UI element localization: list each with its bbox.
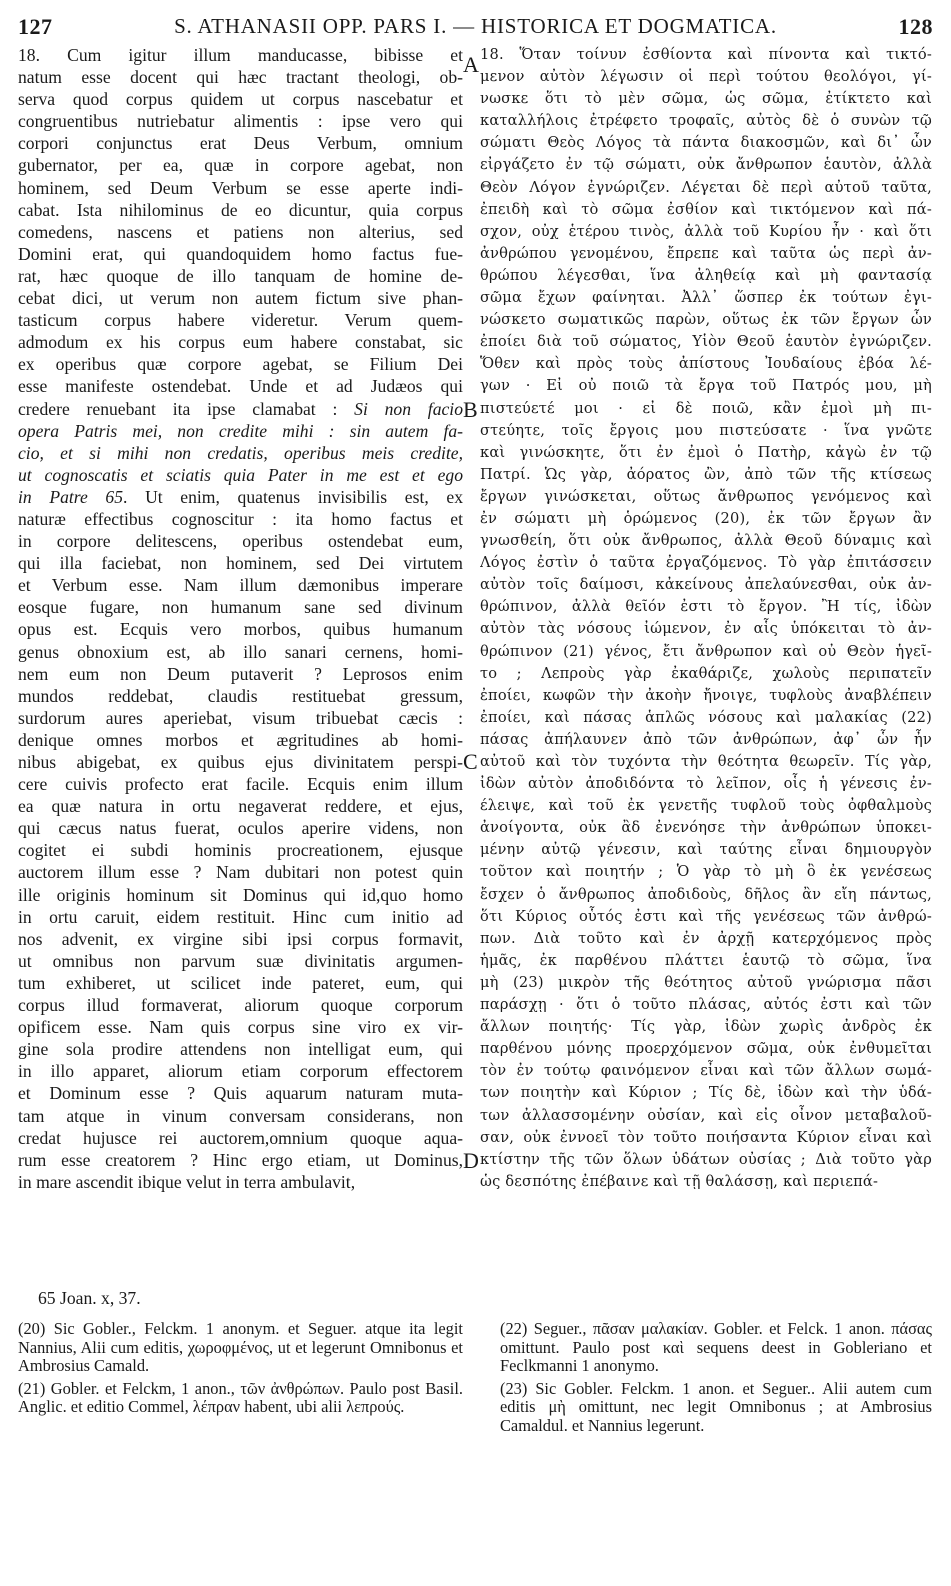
latin-text-line: tam atque in vinum conversam considerans, non <box>18 1105 463 1126</box>
latin-text-line: cebat dici, ut verum non autem fictum sive phan- <box>18 288 463 309</box>
latin-text-line: credere renuebant ita ipse clamabat : Si non facio <box>18 398 463 419</box>
latin-text-line: rum esse creatorem ? Hinc ergo etiam, ut Dominus, <box>18 1149 463 1170</box>
greek-text-line: γνωσθείη, ὅτι οὐκ ἄνθρωπος, ἀλλὰ Θεοῦ δύναμις καὶ <box>480 532 932 550</box>
greek-text-line: μένην αὐτῷ γένεσιν, καὶ ταύτης εἶναι δημιουργὸν <box>480 841 932 859</box>
greek-text-line: ἐν σώματι μὴ ὁρώμενος (20), ἐκ τῶν ἔργων ἂν <box>480 509 932 527</box>
latin-text-line: ut omnibus non parvum suæ divinitatis argumen- <box>18 950 463 971</box>
latin-text-line: cio, et si mihi non credatis, operibus meis credite, <box>18 442 463 463</box>
latin-text-line: cogitet ei subdi hominis procreationem, ejusque <box>18 840 463 861</box>
greek-text-line: ὅτι Κύριος οὗτός ἐστι καὶ τῆς γενέσεως τῶν ἀνθρώ- <box>480 907 932 925</box>
greek-text-line: παράσχῃ · ὅτι ὁ τοῦτο πλάσας, αὐτός ἐστι καὶ τῶν <box>480 996 932 1014</box>
greek-text-line: ὡς δεσπότης ἐπέβαινε καὶ τῇ θαλάσσῃ, καὶ περιεπά- <box>480 1172 879 1190</box>
latin-text-line: comedens, nascens et patiens non alterius, sed <box>18 221 463 242</box>
greek-text-line: ἰδὼν αὐτὸν ἀποδιδόντα τὸ λεῖπον, οἷς ἡ γένεσις ἐν- <box>480 775 932 793</box>
latin-text-line: auctorem illum esse ? Nam dubitari non potest quin <box>18 862 463 883</box>
latin-text-line: in corpore delitescens, operibus ostendebat eum, <box>18 531 463 552</box>
greek-text-line: εἰργάζετο ἐν τῷ σώματι, οὐκ ἄνθρωπον ἑαυτὸν, ἀλλὰ <box>480 156 932 174</box>
latin-text-line: surdorum aures aperiebat, visum tribuebat cæcis : <box>18 707 463 728</box>
latin-text-line: corpori conjunctus erat Deus Verbum, omnium <box>18 133 463 154</box>
latin-text-line: natum esse docent qui hæc tractant theologi, ob- <box>18 67 463 88</box>
greek-text-line: τὸν ἐν τούτῳ φαινόμενον εἶναι καὶ τῶν ἄλλων σωμά- <box>480 1062 932 1080</box>
latin-text-line: corpus illud formaverat, aliorum quoque corporum <box>18 995 463 1016</box>
latin-text-line: nos advenit, ex virgine sibi ipsi corpus formavit, <box>18 928 463 949</box>
greek-text-line: αὐτὸν τὰς νόσους ἰώμενον, ἐν αἷς ὑπόκειται τὸ ἀν- <box>480 620 932 638</box>
greek-text-line: ἐποίει διὰ τοῦ σώματος, Υἱὸν Θεοῦ ἑαυτὸν ἐγνώριζεν. <box>480 333 932 351</box>
latin-text-line: ea quæ natura in ortu negaverat reddere, et ejus, <box>18 796 463 817</box>
running-title: S. ATHANASII OPP. PARS I. — HISTORICA ET DOGMATICA. <box>174 14 777 38</box>
latin-text-line: qui illa faciebat, non hominem, sed Dei virtutem <box>18 553 463 574</box>
page-number-left: 127 <box>18 14 53 39</box>
greek-text-line: μὴ (23) μικρὸν τῆς θεότητος αὐτοῦ γνώρισμα πᾶσι <box>480 973 932 991</box>
latin-text-line: nibus abigebat, ex quibus ejus divinitatem perspi- <box>18 752 463 772</box>
greek-text-line: πων. Διὰ τοῦτο καὶ ἐν ἀρχῇ κατερχόμενος πρὸς <box>480 929 932 947</box>
greek-text-line: 18. Ὅταν τοίνυν ἐσθίοντα καὶ πίνοντα καὶ τικτό- <box>480 46 932 63</box>
latin-text-line: et Dominum esse ? Quis aquarum naturam muta- <box>18 1083 463 1104</box>
latin-text-line: hominem, sed Deum Verbum se esse aperte indi- <box>18 177 463 198</box>
latin-text-line: denique omnes morbos et ægritudines ab homi- <box>18 729 463 750</box>
footnote: (22) Seguer., πᾶσαν μαλακίαν. Gobler. et Felck. 1 anon. πάσας omittunt. Paulo post καὶ sequens deest in Gobleriano et Feclkmanni 1 anonymo. <box>500 1319 932 1375</box>
greek-text-line: τοῦτον καὶ ποιητήν ; Ὁ γὰρ τὸ μὴ ὃ ἐκ γενέσεως <box>480 863 932 881</box>
greek-text-line: ἔσχεν ὁ ἄνθρωπος ἀποδιδοὺς, δῆλος ἂν εἴη πάντως, <box>480 885 932 903</box>
greek-text-line: των ἀλλασσομένην οὐσίαν, καὶ εἰς οἶνον μεταβαλοῦ- <box>480 1106 932 1124</box>
greek-text-line: Λόγος ἐστὶν ὁ ταῦτα ἐργαζόμενος. Τὸ γὰρ ἐπιτάσσειν <box>480 554 932 572</box>
footnote: (21) Gobler. et Felckm, 1 anon., τῶν ἀνθρώπων. Paulo post Basil. Anglic. et editio Commel, λέπραν habent, ubi alii λεπρούς. <box>18 1378 463 1416</box>
latin-text-line: gubernator, per ea, quæ in corpore agebat, non <box>18 155 463 176</box>
quotation-italic: in Patre 65 <box>18 486 124 507</box>
greek-text-line: ἔργων γινώσκεται, οὕτως ἄνθρωπος γενόμενος καὶ <box>480 487 932 505</box>
latin-text-line: in ortu caruit, eidem restituit. Hinc cum initio ad <box>18 906 463 927</box>
greek-text-line: ἐποίει, καὶ πάσας ἁπλῶς νόσους καὶ μαλακίας (22) <box>480 708 932 726</box>
greek-text-line: σχον, οὐχ ἑτέρου τινὸς, ἀλλὰ τοῦ Κυρίου ἦν · καὶ ὅτι <box>480 222 932 240</box>
latin-text-line: in illo apparet, aliorum etiam corporum effectorem <box>18 1061 463 1082</box>
greek-text-line: ἄλλων ποιητής· Τίς γὰρ, ἰδὼν χωρὶς ἀνδρὸς ἐκ <box>480 1018 932 1036</box>
greek-text-line: θρώπου λέγεσθαι, ἵνα ἀληθείᾳ καὶ μὴ φαντασίᾳ <box>480 266 932 284</box>
latin-text-line: gine sola prodire attendens non intelligat eum, qui <box>18 1039 463 1060</box>
latin-column <box>18 44 463 1193</box>
greek-text-line: σῶμα ἔχων φαίνηται. Ἀλλ᾽ ὥσπερ ἐκ τούτων ἐγι- <box>480 289 932 307</box>
footnote-65: 65 Joan. x, 37. <box>38 1288 141 1308</box>
greek-text-line: μενον αὐτὸν λέγωσιν οἱ περὶ τούτου θεολόγοι, γί- <box>480 68 932 86</box>
latin-text-line: in mare ascendit ibique velut in terra ambulavit, <box>18 1171 356 1192</box>
greek-text-line: παρθένου μόνης προερχόμενον σῶμα, οὐκ ἐνθυμεῖται <box>480 1040 932 1058</box>
greek-text-line: στεύητε, τοῖς ἔργοις μου πιστεύσατε · ἵνα γνῶτε <box>480 421 932 439</box>
greek-text-line: θρώπινον, ἀλλὰ θεῖόν ἐστι τὸ ἔργον. Ἢ τίς, ἰδὼν <box>480 598 932 616</box>
greek-text-line: πάσας ἀπήλαυνεν ἀπὸ τῶν ἀνθρώπων, ἀφ᾽ ὧν ἦν <box>480 730 932 748</box>
greek-text-line: θρώπινον (21) γένος, ἔτι ἄνθρωπον καὶ οὐ Θεὸν ἡγεῖ- <box>480 642 932 660</box>
running-header <box>18 14 933 44</box>
greek-column <box>480 44 932 1193</box>
greek-text-line: καὶ γινώσκητε, ὅτι ἐν ἐμοὶ ὁ Πατὴρ, κἀγὼ ἐν τῷ <box>480 443 932 461</box>
greek-text-line: αὐτὸν τοῖς δαίμοσι, κἀκείνους ἀπελαύνεσθαι, οὐκ ἀν- <box>480 576 932 594</box>
latin-text-line: eosque fugare, non humanum sane sed divinum <box>18 597 463 618</box>
latin-text-line: in Patre 65. Ut enim, quatenus invisibilis est, ex <box>18 486 463 507</box>
greek-text-line: ἀνοίγοντα, οὐκ ἂδ ἐνενόησε τὴν ἀνθρώπων ὑποκει- <box>480 819 932 837</box>
greek-text-line: Ὅθεν καὶ πρὸς τοὺς ἀπίστους Ἰουδαίους ἐβόα λέ- <box>480 355 932 373</box>
latin-text-line: tum exhiberet, ut scilicet inde pateret, eum, qui <box>18 972 463 993</box>
quotation-italic: Si non facio <box>354 398 463 419</box>
greek-text-line: ἐποίει, κωφῶν τὴν ἀκοὴν ἤνοιγε, τυφλοὺς ἀναβλέπειν <box>480 686 932 704</box>
greek-text-line: Πατρί. Ὡς γὰρ, ἀόρατος ὢν, ἀπὸ τῶν τῆς κτίσεως <box>480 465 932 483</box>
latin-text-line: cere cuivis profecto erat facile. Ecquis enim illum <box>18 774 463 795</box>
latin-text-line: naturæ effectibus cognoscitur : ita homo factus et <box>18 508 463 529</box>
latin-text-line: cabat. Ista nihilominus de eo dicuntur, quia corpus <box>18 199 463 220</box>
latin-text-line: 18. Cum igitur illum manducasse, bibisse et <box>18 45 463 65</box>
latin-text-line: qui cæcus natus fuerat, oculos aperire videns, non <box>18 818 463 839</box>
latin-text-line: opera Patris mei, non credite mihi : sin autem fa- <box>18 420 463 441</box>
latin-text-line: rat, hæc quoque de illo tanquam de homine de- <box>18 265 463 286</box>
latin-text-line: congruentibus nutriebatur alimentis : ipse vero qui <box>18 111 463 132</box>
latin-text-line: Domini erat, qui quandoquidem homo factus fue- <box>18 243 463 264</box>
greek-text-line: των ποιητὴν καὶ Κύριον ; Τίς δὲ, ἰδὼν καὶ τὴν ὑδά- <box>480 1084 932 1102</box>
footnote: (20) Sic Gobler., Felckm. 1 anonym. et Seguer. atque ita legit Nannius, Alii cum editis, χωροφμένος, ut et legerunt Omnibonus et Ambrosius Camald. <box>18 1319 463 1375</box>
greek-text-line: Θεὸν Λόγον ἐγνώριζεν. Λέγεται δὲ περὶ αὐτοῦ ταῦτα, <box>480 178 932 196</box>
latin-text-line: tasticum corpus habere videretur. Verum quem- <box>18 310 463 331</box>
greek-text-line: νωσκε ὅτι τὸ μὲν σῶμα, ὡς σῶμα, ἐτίκτετο καὶ <box>480 90 932 108</box>
margin-marker-a: A <box>463 52 479 77</box>
greek-text-line: σώματι Θεὸς Λόγος τὰ πάντα διακοσμῶν, καὶ δι᾽ ὧν <box>480 134 932 152</box>
latin-text-line: nem eum non Deum putaverit ? Leprosos enim <box>18 663 463 684</box>
latin-text-line: opificem esse. Nam quis corpus sine viro ex vir- <box>18 1017 463 1038</box>
latin-text-line: genus obnoxium est, ab illo sanari cernens, homi- <box>18 641 463 662</box>
footnotes-right <box>500 1320 932 1439</box>
page-number-right: 128 <box>898 14 933 39</box>
footnote: (23) Sic Gobler. Felckm. 1 anon. et Seguer.. Alii autem cum editis μὴ omittunt, nec legit Omnibonus ; at Ambrosius Camaldul. et Nannius legerunt. <box>500 1378 932 1435</box>
latin-text-line: ut cognoscatis et sciatis quia Pater in me est et ego <box>18 464 463 485</box>
greek-text-line: νώσκετο σωματικῶς παρὼν, οὕτως ἐκ τῶν ἔργων ὧν <box>480 311 932 329</box>
latin-text-line: admodum ex his corpus eum habere constabat, sic <box>18 332 463 353</box>
greek-text-line: κτίστην τῆς τῶν ὅλων ὑδάτων οὐσίας ; Διὰ τοῦτο γὰρ <box>480 1150 932 1168</box>
latin-text-line: mundos reddebat, claudis restituebat gressum, <box>18 685 463 706</box>
greek-text-line: γων · Εἰ οὐ ποιῶ τὰ ἔργα τοῦ Πατρός μου, μὴ <box>480 377 932 395</box>
greek-text-line: σαν, οὐκ ἐννοεῖ τὸν τοῦτο ποιήσαντα Κύριον εἶναι καὶ <box>480 1128 932 1146</box>
latin-text-line: ille originis hominum sit Dominus qui id,quo homo <box>18 884 463 905</box>
latin-text-line: esse manifeste ostendebat. Unde et ad Judæos qui <box>18 376 463 397</box>
greek-text-line: ἀνθρώπου γενομένου, ἔπρεπε καὶ ταῦτα ὡς περὶ ἀν- <box>480 244 932 262</box>
greek-text-line: πιστεύετέ μοι · εἰ δὲ ποιῶ, κἂν ἐμοὶ μὴ πι- <box>480 399 932 417</box>
greek-text-line: αὐτοῦ καὶ τὸν τυχόντα τὴν θεότητα θεωρεῖν. Τίς γὰρ, <box>480 753 932 770</box>
margin-marker-c: C <box>463 749 478 774</box>
greek-text-line: το ; Λεπροὺς γὰρ ἐκαθάριζε, χωλοὺς περιπατεῖν <box>480 664 932 682</box>
greek-text-line: καταλλήλοις ἐτρέφετο τροφαῖς, αὐτὸς δὲ ὁ συνὼν τῷ <box>480 112 932 130</box>
latin-text-line: serva quod corpus quidem ut corpus nascebatur et <box>18 89 463 110</box>
latin-text-line: et Verbum esse. Nam illum dæmonibus imperare <box>18 575 463 596</box>
latin-text-line: credat hujusce rei auctorem,omnium quoque aqua- <box>18 1127 463 1148</box>
latin-text-line: opus est. Ecquis vero morbos, quibus humanum <box>18 619 463 640</box>
margin-marker-d: D <box>463 1148 479 1173</box>
margin-marker-b: B <box>463 397 478 422</box>
latin-text-line: ex operibus quæ corpore agebat, se Filium Dei <box>18 354 463 375</box>
greek-text-line: ἐπειδὴ καὶ τὸ σῶμα ἐσθίον καὶ τικτόμενον καὶ πά- <box>480 200 932 218</box>
greek-text-line: έλειψε, καὶ τοῦ ἐκ γενετῆς τυφλοῦ τοὺς ὀφθαλμοὺς <box>480 797 932 815</box>
greek-text-line: ἡμᾶς, ἐκ παρθένου πλάττει ἑαυτῷ τὸ σῶμα, ἵνα <box>480 951 932 969</box>
footnotes-left <box>18 1320 463 1421</box>
